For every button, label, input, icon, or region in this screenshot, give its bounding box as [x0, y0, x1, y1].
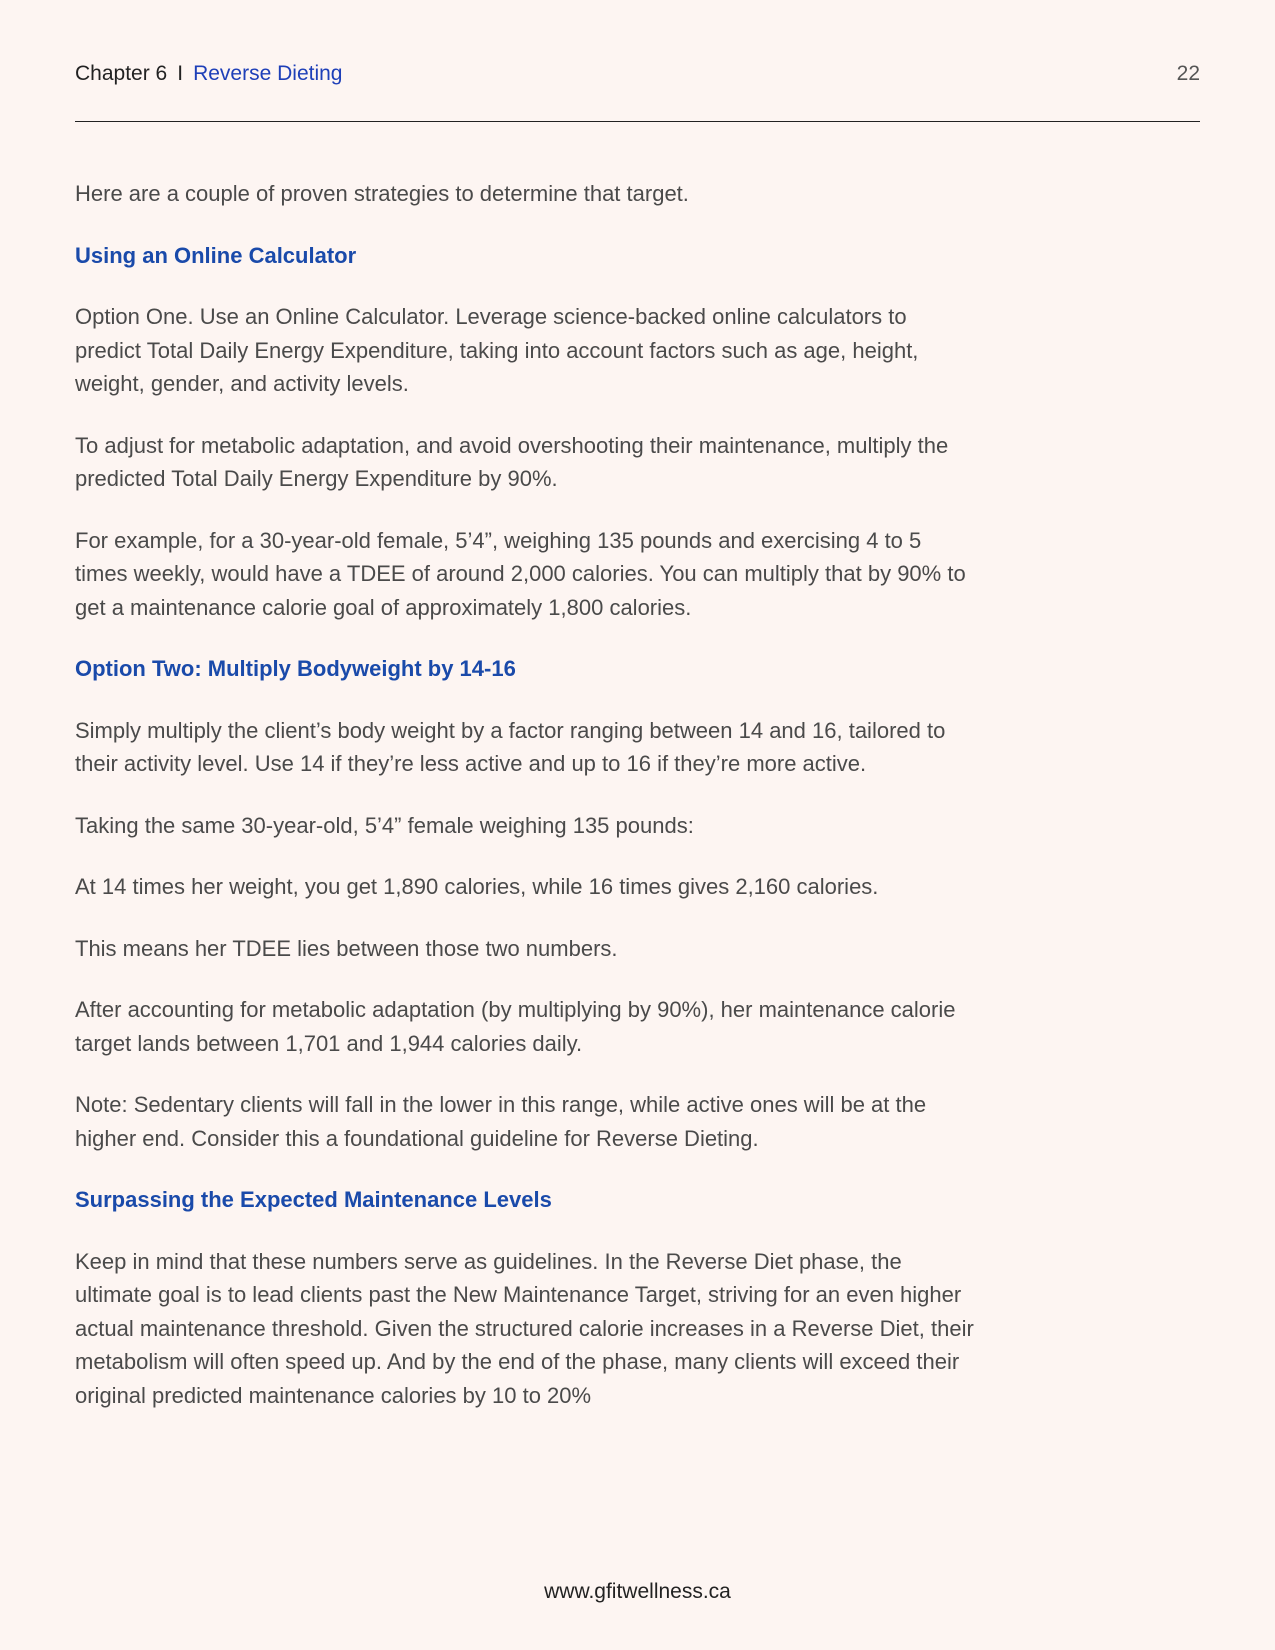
section-title: Reverse Dieting [193, 62, 343, 85]
chapter-label: Chapter 6 [75, 62, 168, 85]
chapter-title [75, 62, 342, 86]
paragraph-multiply-bodyweight: Simply multiply the client’s body weight by a factor ranging between 14 and 16, tailored to their activity level. Use 14 if they’re less active and up to 16 if they’re more active. [75, 717, 946, 776]
page-number: 22 [1176, 62, 1200, 85]
paragraph-metabolic-adjust: To adjust for metabolic adaptation, and avoid overshooting their maintenance, multiply the predicted Total Daily Energy Expenditure by 90%. [75, 432, 949, 491]
heading-online-calculator: Using an Online Calculator [75, 242, 357, 268]
paragraph-tdee-between: This means her TDEE lies between those two numbers. [75, 935, 618, 961]
paragraph-note: Note: Sedentary clients will fall in the lower in this range, while active ones will be at the higher end. Consider this a foundational guideline for Reverse Dieting. [75, 1092, 927, 1151]
intro-paragraph: Here are a couple of proven strategies to determine that target. [75, 181, 689, 206]
paragraph-guidelines: Keep in mind that these numbers serve as guidelines. In the Reverse Diet phase, the ultimate goal is to lead clients past the New Maintenance Target, striving for an even higher actual maintenance threshold. Given the structured calorie increases in a Reverse Diet, their metabolism will often speed up. And by the end of the phase, many clients will exceed their original predicted maintenance calories by 10 to 20% [75, 1248, 974, 1408]
paragraph-calorie-range: At 14 times her weight, you get 1,890 calories, while 16 times gives 2,160 calories. [75, 874, 879, 899]
paragraph-same-female: Taking the same 30-year-old, 5’4” female weighing 135 pounds: [75, 812, 694, 838]
heading-surpassing-maintenance: Surpassing the Expected Maintenance Levels [75, 1187, 552, 1212]
paragraph-example: For example, for a 30-year-old female, 5’4”, weighing 135 pounds and exercising 4 to 5 times weekly, would have a TDEE of around 2,000 calories. You can multiply that by 90% to get a maintenance calorie goal of approximately 1,800 calories. [75, 527, 966, 620]
header-separator: I [177, 62, 184, 85]
page-body [75, 177, 975, 1440]
paragraph-option-one: Option One. Use an Online Calculator. Leverage science-backed online calculators to predict Total Daily Energy Expenditure, taking into account factors such as age, height, weight, gender, and activity levels. [75, 304, 919, 396]
heading-option-two: Option Two: Multiply Bodyweight by 14-16 [75, 656, 516, 681]
footer-website[interactable]: www.gfitwellness.ca [544, 1580, 731, 1603]
page-header [75, 60, 1200, 122]
paragraph-maintenance-target: After accounting for metabolic adaptation (by multiplying by 90%), her maintenance calorie target lands between 1,701 and 1,944 calories daily. [75, 997, 956, 1056]
